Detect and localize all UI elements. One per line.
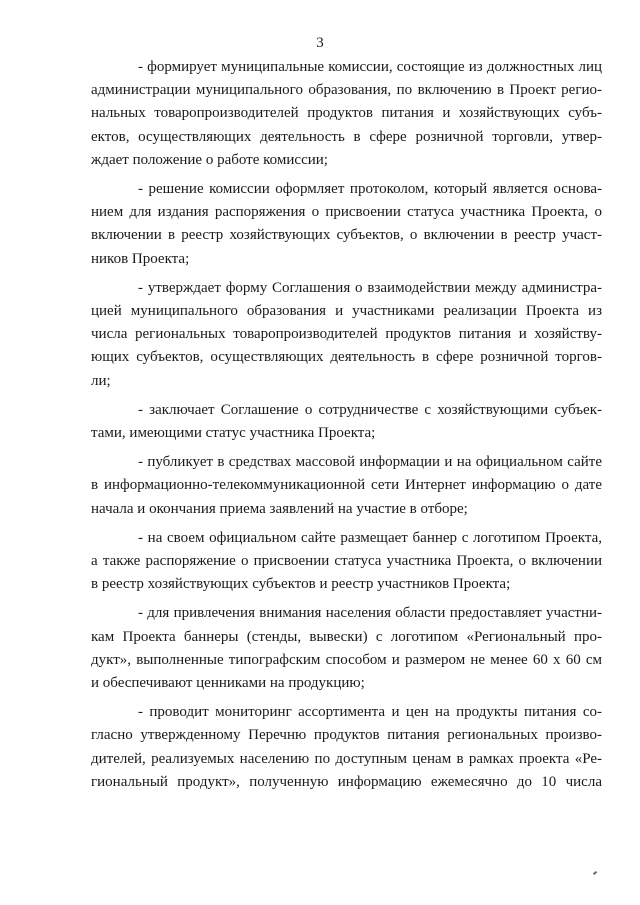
text-line: цией муниципального образования и участниками реализации Проекта из (91, 303, 602, 320)
paragraph-1 (91, 56, 602, 172)
text-line: дителей, реализуемых населению по доступным ценам в рамках проекта «Ре- (91, 750, 602, 767)
text-line: начала и окончания приема заявлений на участие в отборе; (91, 500, 468, 517)
text-line: ектов, осуществляющих деятельность в сфере розничной торговли, утвер- (91, 128, 602, 145)
text-line: администрации муниципального образования, по включению в Проект регио- (91, 82, 602, 99)
text-line: в реестр хозяйствующих субъектов и реестр участников Проекта; (91, 576, 511, 593)
text-line: - проводит мониторинг ассортимента и цен на продукты питания со- (138, 704, 602, 721)
text-line: ющих субъектов, осуществляющих деятельность в сфере розничной торгов- (91, 349, 602, 366)
text-line: ждает положение о работе комиссии; (91, 151, 328, 168)
text-line: - утверждает форму Соглашения о взаимодействии между администра- (138, 279, 602, 296)
text-line: - на своем официальном сайте размещает баннер с логотипом Проекта, (138, 529, 602, 546)
document-body (91, 56, 602, 800)
text-line: числа региональных товаропроизводителей продуктов питания и хозяйству- (91, 326, 602, 343)
page-number: 3 (316, 35, 324, 51)
text-line: нием для издания распоряжения о присвоении статуса участника Проекта, о (91, 204, 602, 221)
text-line: - формирует муниципальные комиссии, состоящие из должностных лиц (138, 59, 602, 75)
text-line: включении в реестр хозяйствующих субъектов, о включении в реестр участ- (91, 227, 602, 244)
text-line: ли; (91, 372, 111, 389)
text-line: кам Проекта баннеры (стенды, вывески) с логотипом «Региональный про- (91, 628, 602, 645)
paragraph-6 (91, 527, 602, 597)
paragraph-2 (91, 178, 602, 271)
paragraph-7 (91, 602, 602, 695)
text-line: и обеспечивают ценниками на продукцию; (91, 675, 365, 692)
paragraph-8 (91, 701, 602, 794)
paragraph-5 (91, 451, 602, 521)
text-line: - заключает Соглашение о сотрудничестве с хозяйствующими субъек- (138, 401, 602, 418)
text-line: ников Проекта; (91, 250, 190, 267)
scan-artifact-mark (593, 871, 597, 875)
text-line: - решение комиссии оформляет протоколом, который является основа- (138, 181, 602, 198)
text-line: нальных товаропроизводителей продуктов питания и хозяйствующих субъ- (91, 105, 602, 122)
text-line: - для привлечения внимания населения области предоставляет участни- (138, 605, 602, 622)
text-line: тами, имеющими статус участника Проекта; (91, 425, 376, 442)
text-line: гласно утвержденному Перечню продуктов питания региональных произво- (91, 727, 602, 744)
text-line: а также распоряжение о присвоении статуса участника Проекта, о включении (91, 553, 602, 570)
text-line: дукт», выполненные типографским способом и размером не менее 60 х 60 см (91, 651, 602, 668)
text-line: гиональный продукт», полученную информацию ежемесячно до 10 числа (91, 773, 602, 790)
text-line: в информационно-телекоммуникационной сети Интернет информацию о дате (91, 477, 602, 494)
paragraph-3 (91, 277, 602, 393)
text-line: - публикует в средствах массовой информации и на официальном сайте (138, 454, 602, 471)
paragraph-4 (91, 399, 602, 445)
